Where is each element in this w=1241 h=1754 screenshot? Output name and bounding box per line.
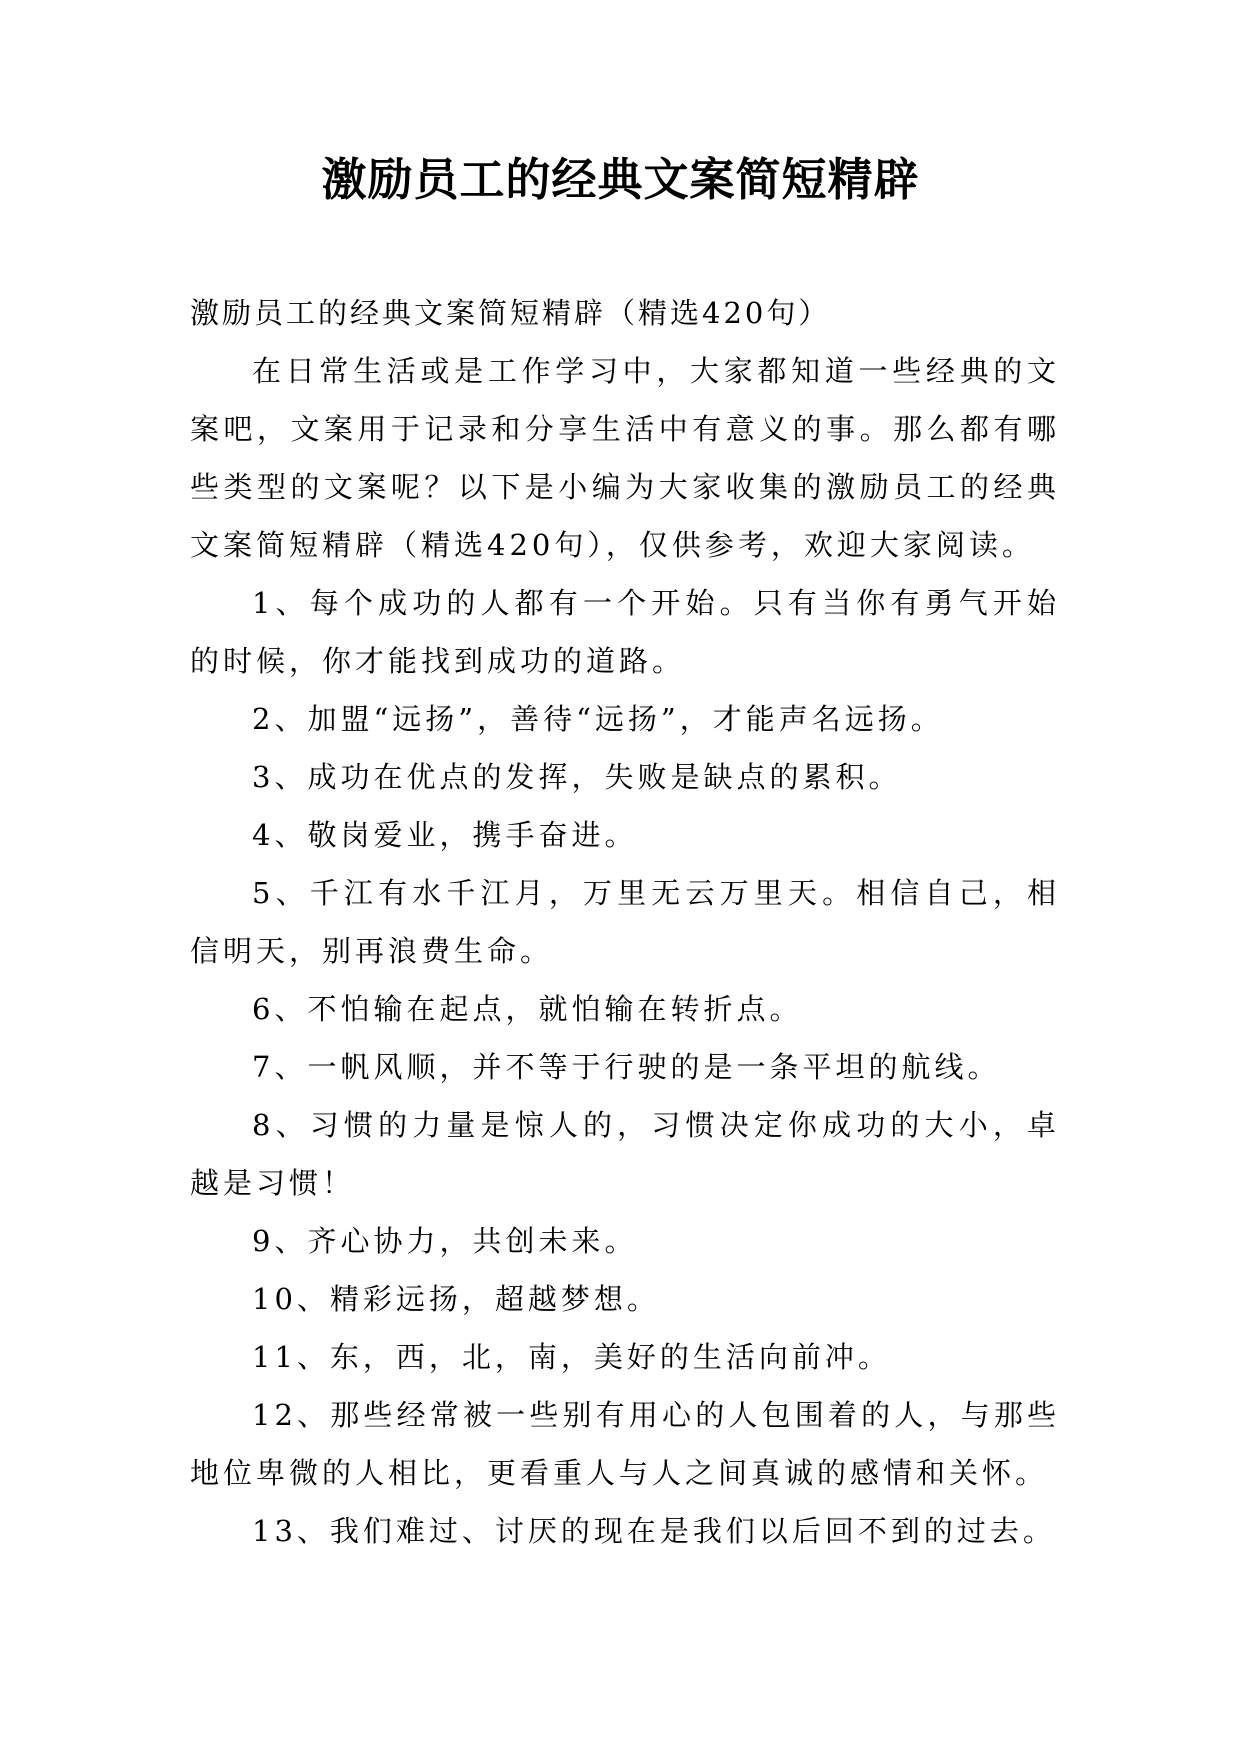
quote-item-10: 10、精彩远扬，超越梦想。 — [252, 1282, 660, 1316]
quote-item-12: 12、那些经常被一些别有用心的人包围着的人，与那些地位卑微的人相比，更看重人与人之间真诚的感情和关怀。 — [190, 1398, 1060, 1490]
quote-item-9: 9、齐心协力，共创未来。 — [252, 1224, 638, 1258]
quote-item-4: 4、敬岗爱业，携手奋进。 — [252, 818, 638, 852]
quote-item-5: 5、千江有水千江月，万里无云万里天。相信自己，相信明天，别再浪费生命。 — [190, 876, 1060, 968]
quote-item-2: 2、加盟“远扬”，善待“远扬”，才能声名远扬。 — [252, 702, 944, 736]
quote-item-6: 6、不怕输在起点，就怕输在转折点。 — [252, 992, 803, 1026]
quote-item-1: 1、每个成功的人都有一个开始。只有当你有勇气开始的时候，你才能找到成功的道路。 — [190, 586, 1060, 678]
quote-item-13: 13、我们难过、讨厌的现在是我们以后回不到的过去。 — [252, 1514, 1056, 1548]
quote-item-11: 11、东，西，北，南，美好的生活向前冲。 — [252, 1340, 891, 1374]
document-subtitle: 激励员工的经典文案简短精辟（精选420句） — [190, 296, 831, 330]
document-title: 激励员工的经典文案简短精辟 — [321, 153, 920, 206]
quote-item-8: 8、习惯的力量是惊人的，习惯决定你成功的大小，卓越是习惯！ — [190, 1108, 1060, 1200]
document-body — [190, 284, 1060, 1560]
intro-paragraph: 在日常生活或是工作学习中，大家都知道一些经典的文案吧，文案用于记录和分享生活中有意义的事。那么都有哪些类型的文案呢？以下是小编为大家收集的激励员工的经典文案简短精辟（精选420句），仅供参考，欢迎大家阅读。 — [190, 354, 1060, 562]
quote-item-3: 3、成功在优点的发挥，失败是缺点的累积。 — [252, 760, 902, 794]
quote-item-7: 7、一帆风顺，并不等于行驶的是一条平坦的航线。 — [252, 1050, 1001, 1084]
